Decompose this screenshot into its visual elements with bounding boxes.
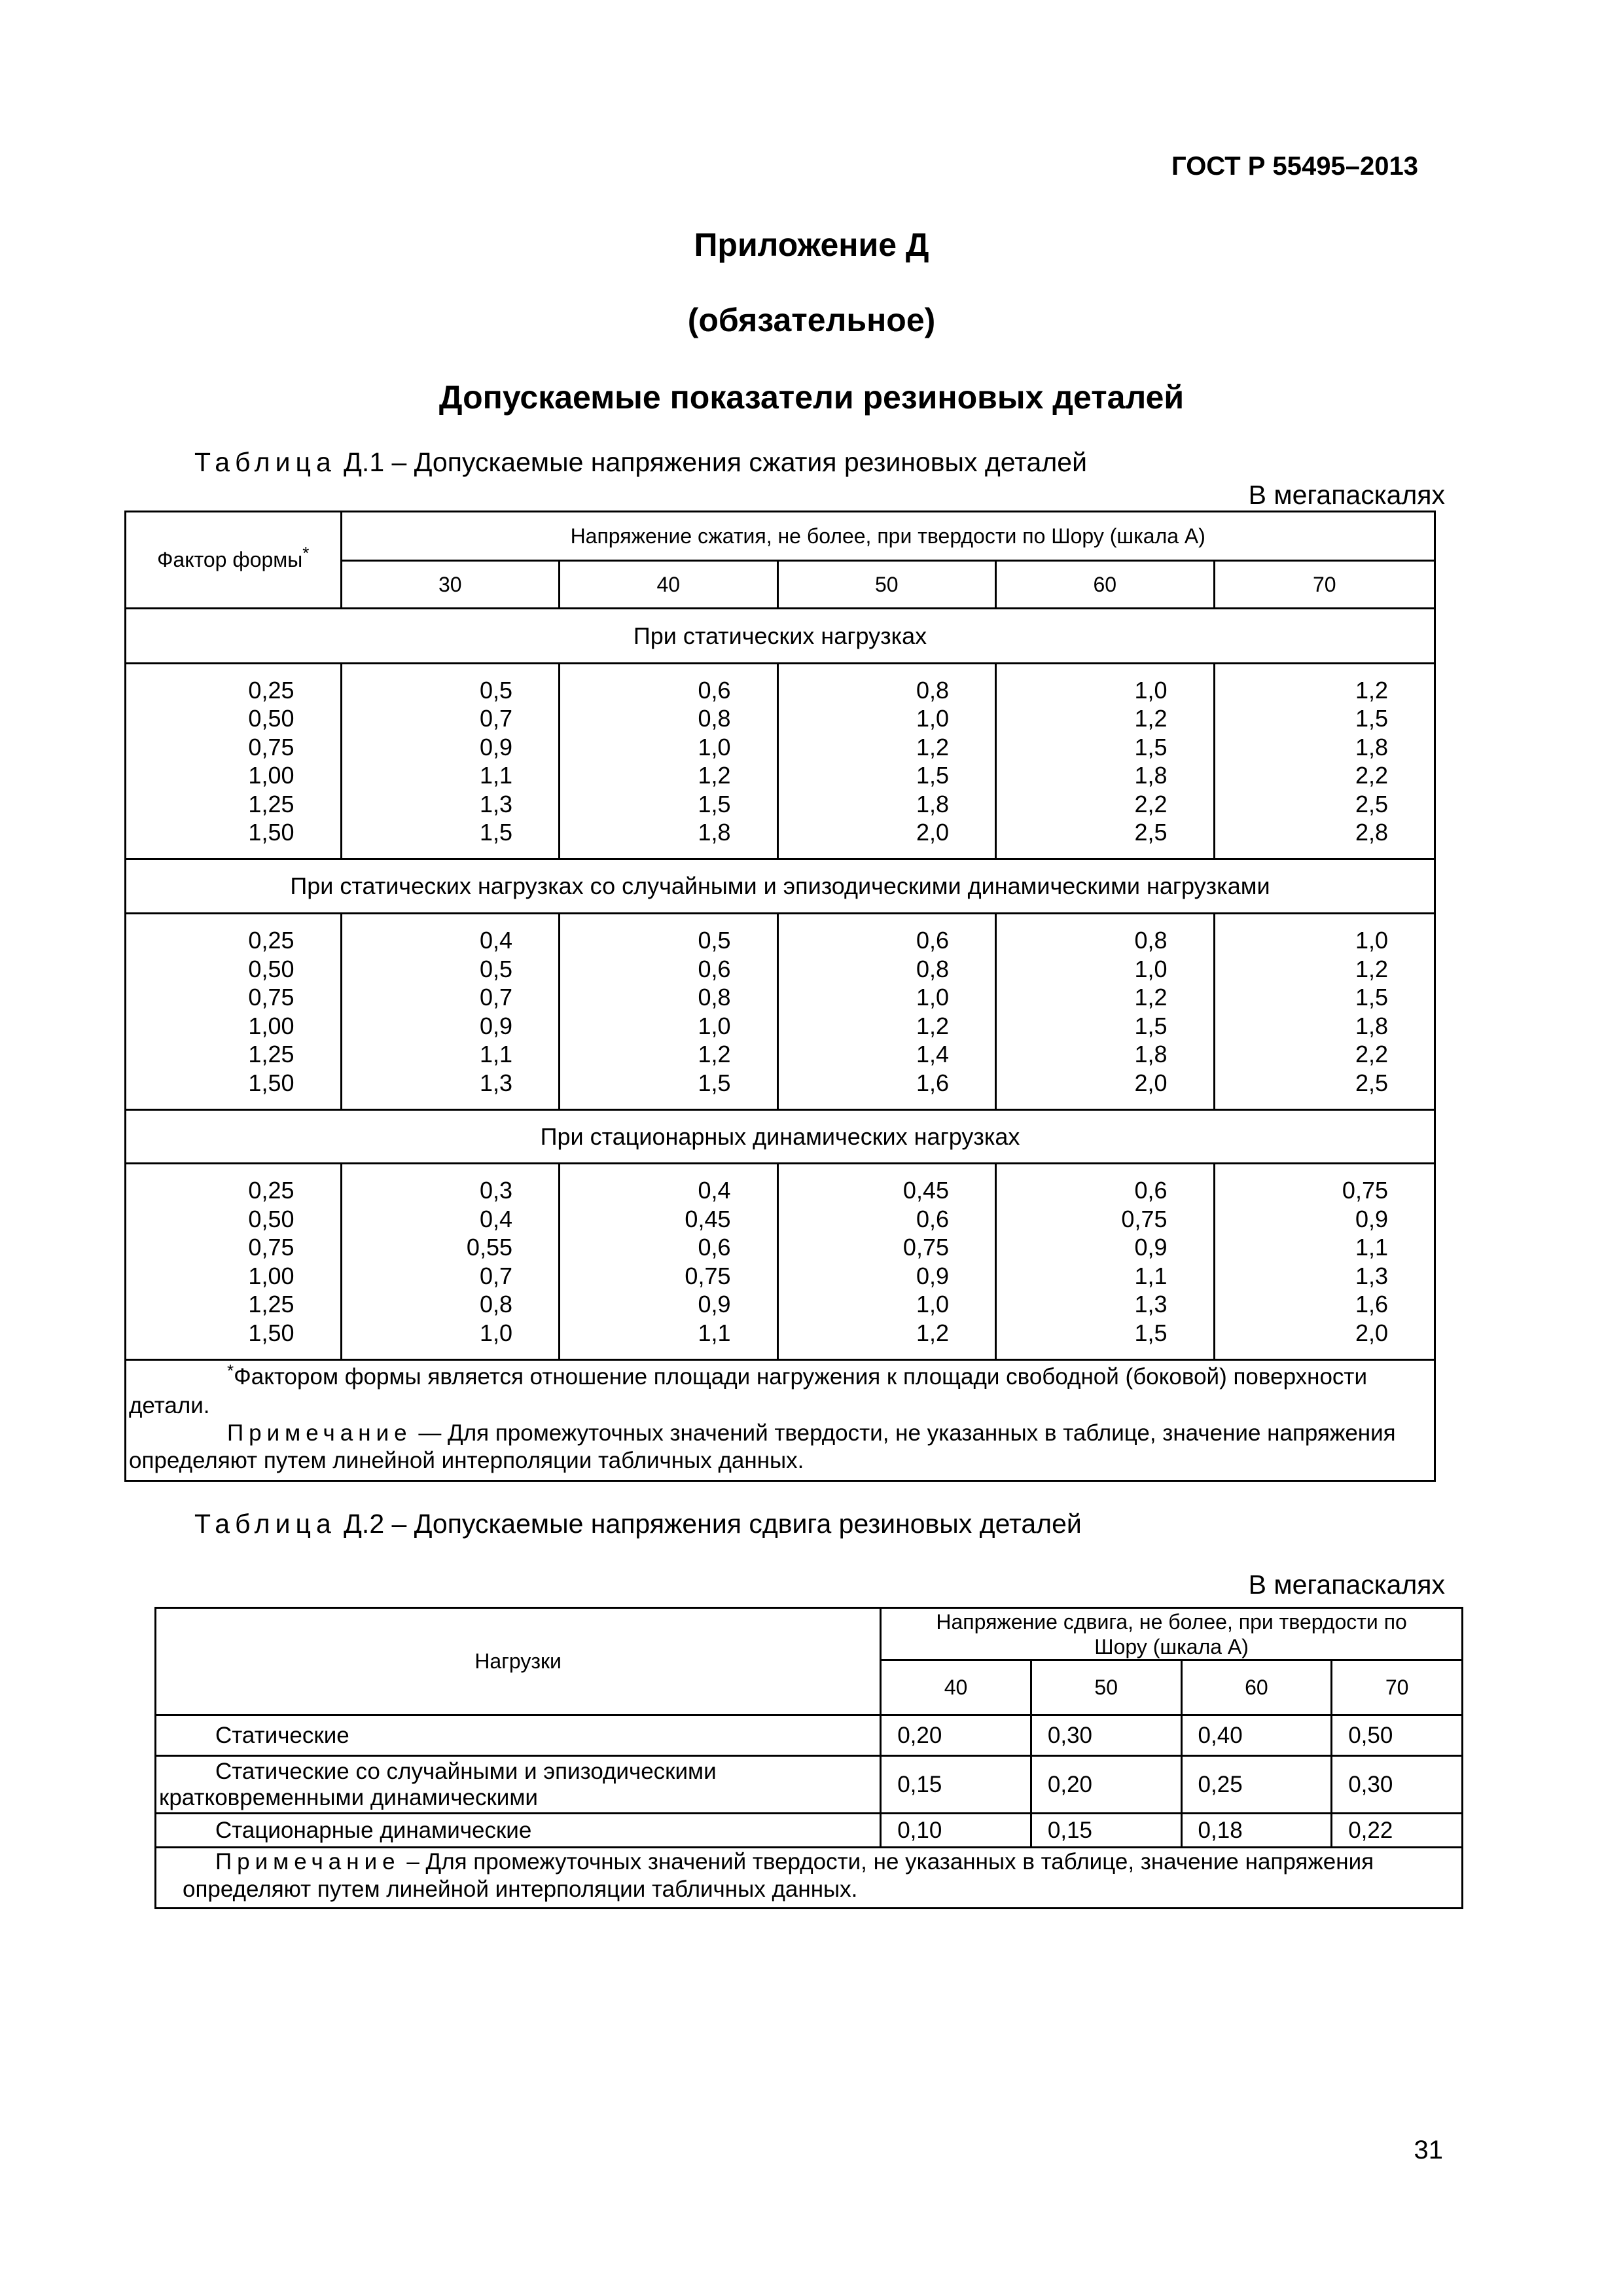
shear-group-header: Напряжение сдвига, не более, при твердости по Шору (шкала А) xyxy=(881,1608,1463,1660)
stress-cell: 0,8 1,0 1,2 1,5 1,8 2,0 xyxy=(996,914,1215,1110)
appendix-title: Приложение Д xyxy=(694,226,929,263)
stress-cell: 1,0 1,2 1,5 1,8 2,2 2,5 xyxy=(1214,914,1435,1110)
stress-cell: 0,18 xyxy=(1181,1814,1332,1848)
hardness-header: 40 xyxy=(881,1660,1031,1715)
hardness-header: 30 xyxy=(341,561,560,609)
table2-note: Примечание – Для промежуточных значений твердости, не указанных в таблице, значение напряжения определяют путем линейной интерполяции табличных данных. xyxy=(156,1848,1463,1909)
compression-group-header: Напряжение сжатия, не более, при твердости по Шору (шкала А) xyxy=(341,512,1435,561)
stress-cell: 0,4 0,5 0,7 0,9 1,1 1,3 xyxy=(341,914,560,1110)
table2-caption-label: Таблица xyxy=(194,1509,336,1539)
table1-caption-text: Д.1 – Допускаемые напряжения сжатия резиновых деталей xyxy=(336,447,1087,477)
stress-cell: 0,45 0,6 0,75 0,9 1,0 1,2 xyxy=(777,1164,996,1360)
stress-cell: 0,6 0,8 1,0 1,2 1,4 1,6 xyxy=(777,914,996,1110)
load-label: Стационарные динамические xyxy=(156,1814,881,1848)
shape-factor-cell: 0,25 0,50 0,75 1,00 1,25 1,50 xyxy=(126,664,342,859)
hardness-header: 50 xyxy=(1031,1660,1181,1715)
stress-cell: 0,25 xyxy=(1181,1756,1332,1814)
hardness-header: 70 xyxy=(1332,1660,1463,1715)
hardness-header: 40 xyxy=(560,561,778,609)
table1-note: Примечание — Для промежуточных значений твердости, не указанных в таблице, значение напряжения определяют путем линейной интерполяции табличных данных. xyxy=(129,1420,1396,1473)
table1-caption xyxy=(194,447,1087,478)
stress-cell: 1,0 1,2 1,5 1,8 2,2 2,5 xyxy=(996,664,1215,859)
section-static-episodic: При статических нагрузках со случайными и эпизодическими динамическими нагрузками xyxy=(126,859,1435,914)
stress-cell: 0,8 1,0 1,2 1,5 1,8 2,0 xyxy=(777,664,996,859)
table2-caption-text: Д.2 – Допускаемые напряжения сдвига резиновых деталей xyxy=(336,1509,1082,1539)
table1-unit: В мегапаскалях xyxy=(1248,480,1445,510)
table2-unit: В мегапаскалях xyxy=(1248,1570,1445,1600)
stress-cell: 0,10 xyxy=(881,1814,1031,1848)
page-number: 31 xyxy=(1414,2136,1443,2164)
stress-cell: 1,2 1,5 1,8 2,2 2,5 2,8 xyxy=(1214,664,1435,859)
document-code: ГОСТ Р 55495–2013 xyxy=(1171,152,1418,181)
stress-cell: 0,50 xyxy=(1332,1715,1463,1756)
stress-cell: 0,6 0,75 0,9 1,1 1,3 1,5 xyxy=(996,1164,1215,1360)
table1-caption-label: Таблица xyxy=(194,447,336,477)
load-label: Статические со случайными и эпизодическими кратковременными динамическими xyxy=(156,1756,881,1814)
shape-factor-header: Фактор формы* xyxy=(126,512,342,609)
stress-cell: 0,40 xyxy=(1181,1715,1332,1756)
shape-factor-cell: 0,25 0,50 0,75 1,00 1,25 1,50 xyxy=(126,914,342,1110)
stress-cell: 0,22 xyxy=(1332,1814,1463,1848)
section-static: При статических нагрузках xyxy=(126,609,1435,664)
stress-cell: 0,3 0,4 0,55 0,7 0,8 1,0 xyxy=(341,1164,560,1360)
hardness-header: 50 xyxy=(777,561,996,609)
hardness-header: 60 xyxy=(1181,1660,1332,1715)
hardness-header: 60 xyxy=(996,561,1215,609)
shear-stress-table xyxy=(154,1607,1463,1909)
appendix-status: (обязательное) xyxy=(687,302,936,338)
stress-cell: 0,30 xyxy=(1332,1756,1463,1814)
compression-stress-table xyxy=(124,511,1436,1482)
table2-caption xyxy=(194,1509,1082,1539)
section-stationary-dynamic: При стационарных динамических нагрузках xyxy=(126,1110,1435,1164)
stress-cell: 0,4 0,45 0,6 0,75 0,9 1,1 xyxy=(560,1164,778,1360)
loads-header: Нагрузки xyxy=(156,1608,881,1715)
stress-cell: 0,15 xyxy=(1031,1814,1181,1848)
load-label: Статические xyxy=(156,1715,881,1756)
stress-cell: 0,6 0,8 1,0 1,2 1,5 1,8 xyxy=(560,664,778,859)
stress-cell: 0,20 xyxy=(1031,1756,1181,1814)
appendix-heading: Допускаемые показатели резиновых деталей xyxy=(438,379,1185,416)
stress-cell: 0,75 0,9 1,1 1,3 1,6 2,0 xyxy=(1214,1164,1435,1360)
stress-cell: 0,30 xyxy=(1031,1715,1181,1756)
table1-notes xyxy=(126,1360,1435,1481)
table1-footnote: *Фактором формы является отношение площади нагружения к площади свободной (боковой) поверхности детали. xyxy=(129,1361,1368,1418)
shape-factor-cell: 0,25 0,50 0,75 1,00 1,25 1,50 xyxy=(126,1164,342,1360)
hardness-header: 70 xyxy=(1214,561,1435,609)
stress-cell: 0,5 0,7 0,9 1,1 1,3 1,5 xyxy=(341,664,560,859)
stress-cell: 0,20 xyxy=(881,1715,1031,1756)
stress-cell: 0,15 xyxy=(881,1756,1031,1814)
stress-cell: 0,5 0,6 0,8 1,0 1,2 1,5 xyxy=(560,914,778,1110)
